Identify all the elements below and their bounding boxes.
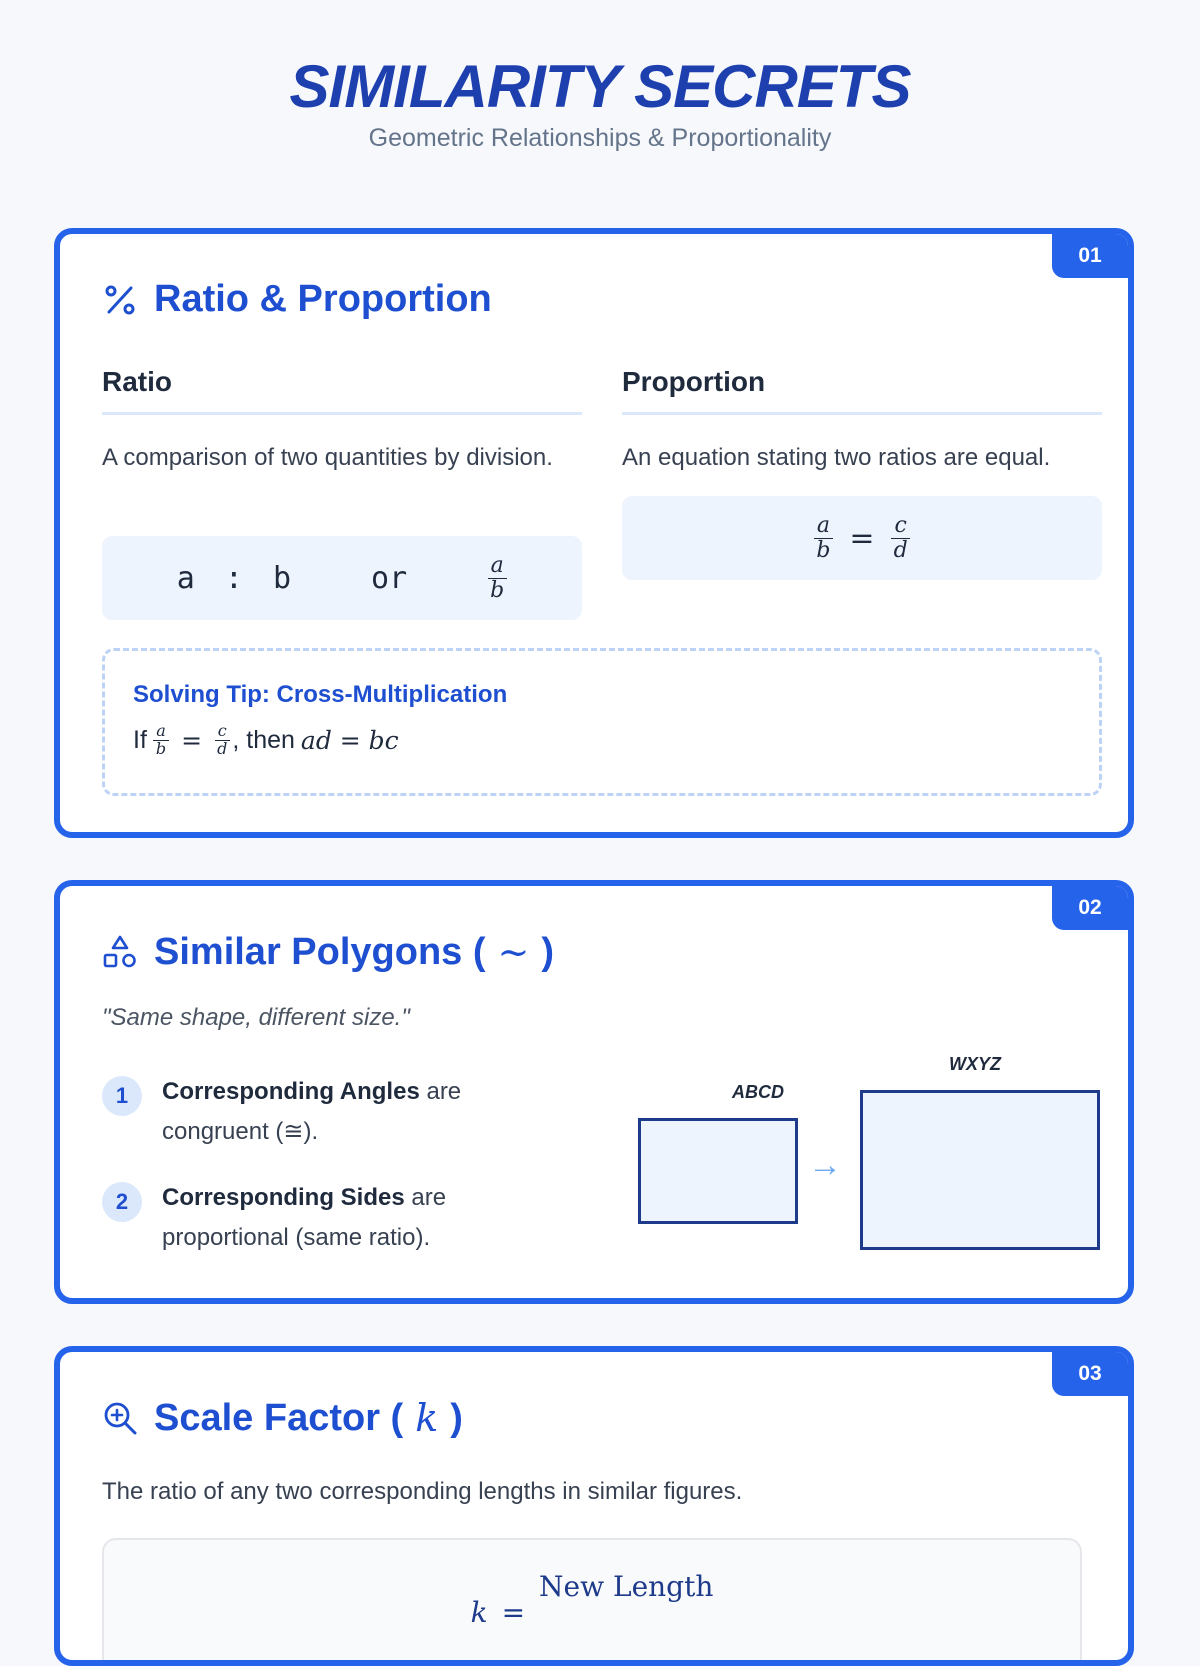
proportion-divider: [622, 412, 1102, 415]
fraction-denominator: b: [490, 577, 505, 603]
ratio-fraction: [487, 554, 507, 601]
list-item-bold: Corresponding Angles: [162, 1078, 420, 1105]
tip-result: ad = bc: [300, 725, 399, 755]
list-item-text: [162, 1072, 542, 1152]
tip-if-text: If: [133, 725, 147, 754]
section-number-badge: 01: [1052, 234, 1128, 278]
k-symbol: k: [415, 1396, 439, 1440]
proportion-right-fraction: [891, 514, 911, 561]
ratio-title: Ratio: [102, 366, 172, 397]
zoom-in-icon: [102, 1400, 138, 1436]
fraction-numerator: a: [488, 554, 507, 578]
list-item: [102, 1178, 542, 1258]
fraction-denominator: b: [816, 537, 831, 563]
arrow-right-icon: →: [808, 1146, 842, 1184]
fraction-numerator: c: [891, 514, 909, 538]
scale-factor-description: The ratio of any two corresponding lengths in similar figures.: [102, 1478, 743, 1505]
shape-label-wxyz: WXYZ: [949, 1054, 1001, 1074]
section-title-close: ): [541, 930, 555, 973]
card-similar-polygons: [54, 880, 1134, 1304]
section-heading: [102, 1396, 463, 1440]
list-item: [102, 1072, 542, 1152]
proportion-description: An equation stating two ratios are equal.: [622, 444, 1051, 471]
tip-then-text: , then: [232, 725, 295, 754]
fraction-denominator: b: [155, 738, 167, 758]
proportion-title: Proportion: [622, 366, 766, 397]
ratio-divider: [102, 412, 582, 415]
section-heading: [102, 278, 492, 321]
large-rectangle-wxyz: [860, 1090, 1100, 1250]
section-number-badge: 03: [1052, 1352, 1128, 1396]
shape-label-abcd: ABCD: [732, 1082, 784, 1102]
tip-right-fraction: [214, 723, 230, 758]
scale-factor-formula-box: [102, 1538, 1082, 1666]
list-item-rest: are congruent (≅).: [162, 1078, 462, 1145]
formula-equals: =: [501, 1596, 526, 1629]
ratio-colon-expression: a : b: [176, 560, 292, 596]
fraction-denominator: d: [893, 537, 908, 563]
list-number: 1: [102, 1076, 142, 1116]
tip-body: [133, 723, 399, 758]
section-heading: [102, 930, 554, 974]
list-number: 2: [102, 1182, 142, 1222]
proportion-left-fraction: [813, 514, 833, 561]
page-subtitle: Geometric Relationships & Proportionality: [368, 124, 832, 152]
section-title: Ratio & Proportion: [154, 278, 492, 320]
equals-sign: =: [849, 520, 875, 556]
card-scale-factor: [54, 1346, 1134, 1666]
page-title: SIMILARITY SECRETS: [289, 53, 911, 120]
equals-sign: =: [181, 725, 203, 755]
formula-k: k: [470, 1596, 488, 1629]
section-title-close: ): [450, 1396, 463, 1439]
section-number-badge: 02: [1052, 886, 1128, 930]
card-ratio-proportion: [54, 228, 1134, 838]
fraction-numerator: a: [814, 514, 833, 538]
ratio-or-text: or: [371, 560, 408, 596]
percent-icon: [102, 282, 138, 318]
ratio-expression-box: [102, 536, 582, 620]
shapes-icon: [102, 934, 138, 970]
quote-text: "Same shape, different size.": [102, 1004, 410, 1031]
list-item-text: [162, 1178, 542, 1258]
small-rectangle-abcd: [638, 1118, 798, 1224]
formula-numerator: New Length: [539, 1570, 714, 1603]
proportion-expression-box: [622, 496, 1102, 580]
list-item-bold: Corresponding Sides: [162, 1184, 405, 1211]
fraction-denominator: d: [217, 738, 228, 758]
section-title: Similar Polygons (: [154, 930, 486, 973]
tip-left-fraction: [153, 723, 169, 758]
similar-symbol: ∼: [497, 930, 530, 974]
solving-tip-box: [102, 648, 1102, 796]
list-item-rest: are proportional (same ratio).: [162, 1184, 447, 1251]
ratio-description: A comparison of two quantities by division.: [102, 444, 553, 471]
section-title: Scale Factor (: [154, 1396, 404, 1439]
fraction-numerator: c: [215, 723, 230, 741]
tip-title: Solving Tip: Cross-Multiplication: [133, 681, 508, 708]
fraction-numerator: a: [153, 723, 169, 741]
